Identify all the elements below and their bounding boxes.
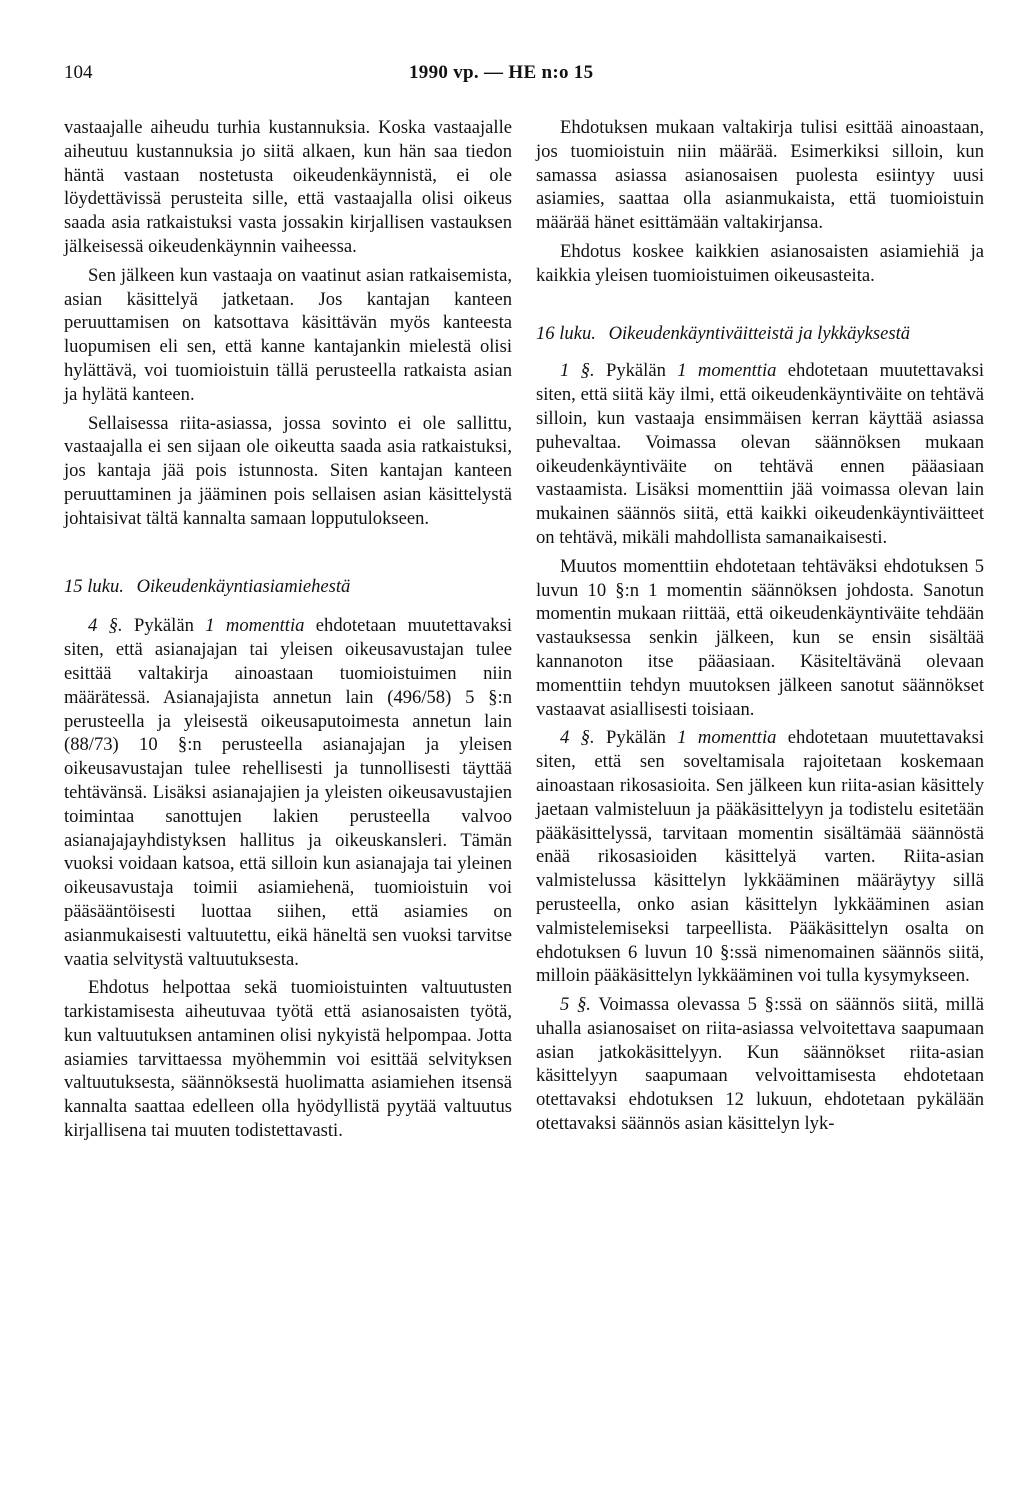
emphasis: 1 momenttia	[205, 615, 305, 637]
text-run: ehdotetaan muutettavaksi siten, että asianajajan tai yleisen oikeusavustajan tulee esittää valtakirja ainoastaan tuomioistuimen niin määrätessä. Asianajajista annetun lain (496/58) 5 §:n perusteella ja yleisestä oikeusaputoimesta annetun lain (88/73) 10 §:n perusteella asianajajan ja yleisen oikeusavustajan tulee rehellisesti ja tunnollisesti täyttää tehtävänsä. Lisäksi asianajajien ja yleisten oikeusavustajien toimintaa sanottujen lakien perusteella valvoo asianajajayhdistyksen hallitus ja oikeuskansleri. Tämän vuoksi voidaan katsoa, että silloin kun asianajaja tai yleinen oikeusavustaja toimii asiamiehenä, tuomioistuin voi pääsääntöisesti luottaa siihen, että asiamies on asianmukaisesti valtuutettu, eikä häneltä sen vuoksi tarvitse vaatia selvitystä valtuutuksesta.	[64, 615, 512, 970]
emphasis: 1 momenttia	[677, 727, 777, 749]
paragraph: Ehdotuksen mukaan valtakirja tulisi esittää ainoastaan, jos tuomioistuin niin määrää. Esimerkiksi silloin, kun samassa asiassa asianosaisen puolesta esiintyy uusi asiamies, saattaa olla asianmukaista, että tuomioistuin määrää hänet esittämään valtakirjansa.	[536, 117, 984, 234]
emphasis: 1 momenttia	[677, 360, 777, 382]
section-number: 5 §.	[560, 994, 591, 1016]
chapter-heading-16	[536, 322, 984, 346]
paragraph: Sellaisessa riita-asiassa, jossa sovinto ei ole sallittu, vastaajalla ei sen sijaan ole oikeutta saada asia ratkaistuksi, jos kantaja jää pois istunnosta. Siten kantajan kanteen peruuttaminen ja jääminen pois sellaisen asian käsittelystä johtaisivat tältä kannalta samaan lopputulokseen.	[64, 412, 512, 529]
text-run: Voimassa olevassa 5 §:ssä on säännös siitä, millä uhalla asianosaiset on riita-asiassa velvoitettava saapumaan asian jatkokäsittelyyn. Kun säännökset riita-asian käsittelyyn saapumaan velvoittamisesta ehdotetaan otettavaksi ehdotuksen 12 lukuun, ehdotetaan pykälään otettavaksi säännös asian käsittelyn lyk-	[536, 994, 984, 1135]
section-number: 1 §.	[560, 360, 595, 382]
text-run: Pykälän	[594, 360, 678, 382]
page-header	[64, 62, 984, 92]
paragraph-section-5	[536, 993, 984, 1136]
paragraph-section-1	[536, 359, 984, 549]
section-number: 4 §.	[88, 615, 123, 637]
chapter-title: Oikeudenkäyntiväitteistä ja lykkäyksestä	[608, 322, 911, 344]
left-column	[64, 116, 512, 1148]
chapter-number: 15 luku.	[64, 575, 124, 597]
section-number: 4 §.	[560, 727, 595, 749]
paragraph: Ehdotus helpottaa sekä tuomioistuinten valtuutusten tarkistamisesta aiheutuvaa työtä että asianosaisten työtä, kun valtuutuksen antaminen olisi nykyistä helpompaa. Jotta asiamies tarvittaessa myöhemmin voi esittää selvityksen valtuutuksesta, säännöksestä huolimatta asiamiehen itsensä kannalta saattaa edelleen olla hyödyllistä pyytää valtuutus kirjallisena tai muuten todistettavasti.	[64, 977, 512, 1142]
text-run: Pykälän	[594, 727, 678, 749]
running-head: 1990 vp. — HE n:o 15	[409, 62, 594, 83]
chapter-heading-15	[64, 575, 512, 599]
paragraph-section-4	[64, 614, 512, 971]
paragraph: Ehdotus koskee kaikkien asianosaisten asiamiehiä ja kaikkia yleisen tuomioistuimen oikeusasteita.	[536, 240, 984, 286]
chapter-number: 16 luku.	[536, 322, 596, 344]
paragraph: Sen jälkeen kun vastaaja on vaatinut asian ratkaisemista, asian käsittelyä jatketaan. Jos kantajan kanteen peruuttamisen on katsottava käsittävän myös kanteesta luopumisen eli sen, että kanne kantajankin mielestä olisi hylättävä, voi tuomioistuin tällä perusteella ratkaista asian ja hylätä kanteen.	[64, 264, 512, 405]
text-run: ehdotetaan muutettavaksi siten, että sen soveltamisala rajoitetaan koskemaan ainoastaan rikosasioita. Sen jälkeen kun riita-asian käsittely jaetaan valmisteluun ja pääkäsittelyyn ja todistelu esitetään pääkäsittelyssä, tarvitaan momentin sisältämää säännöstä enää rikosasioiden käsittelyä varten. Riita-asian valmistelussa käsittelyn lykkääminen määräytyy sillä perusteella, onko asian käsittelyn lykkääminen asian valmistelemiseksi tarpeellista. Pääkäsittelyn osalta on ehdotuksen 6 luvun 10 §:ssä nimenomainen säännös siitä, milloin pääkäsittelyn lykkääminen voi tulla kysymykseen.	[536, 727, 984, 987]
paragraph: Muutos momenttiin ehdotetaan tehtäväksi ehdotuksen 5 luvun 10 §:n 1 momentin säännöksen johdosta. Sanotun momentin mukaan riittää, että oikeudenkäyntiväite tehdään vastauksessa senkin jälkeen, kun se ensin sisältää kannanoton itse pääasiaan. Käsiteltävänä olevaan momenttiin tehdyn muutoksen jälkeen sanotut säännökset vastaavat asiallisesti toisiaan.	[536, 555, 984, 720]
text-run: ehdotetaan muutettavaksi siten, että siitä käy ilmi, että oikeudenkäyntiväite on tehtävä silloin, kun vastaaja ensimmäisen kerran käyttää asiassa puhevaltaa. Voimassa olevan säännöksen mukaan oikeudenkäyntiväite on tehtävä ennen pääasiaan vastaamista. Lisäksi momenttiin jää voimassa olevan lain mukainen säännös siitä, että kaikki oikeudenkäyntiväitteet on tehtävä, mikäli mahdollista samanaikaisesti.	[536, 360, 984, 548]
page-number: 104	[64, 62, 93, 83]
paragraph-section-4	[536, 726, 984, 988]
chapter-title: Oikeudenkäyntiasiamiehestä	[136, 575, 351, 597]
paragraph: vastaajalle aiheudu turhia kustannuksia. Koska vastaajalle aiheutuu kustannuksia jo siitä alkaen, kun hän saa tiedon häntä vastaan nostetusta oikeudenkäynnistä, ei ole löydettävissä perusteita sille, että vastaajalla olisi oikeus saada asia ratkaistuksi vasta jossakin kirjallisen vastauksen jälkeisessä oikeudenkäynnin vaiheessa.	[64, 117, 512, 257]
right-column	[536, 116, 984, 1141]
text-run: Pykälän	[122, 615, 206, 637]
